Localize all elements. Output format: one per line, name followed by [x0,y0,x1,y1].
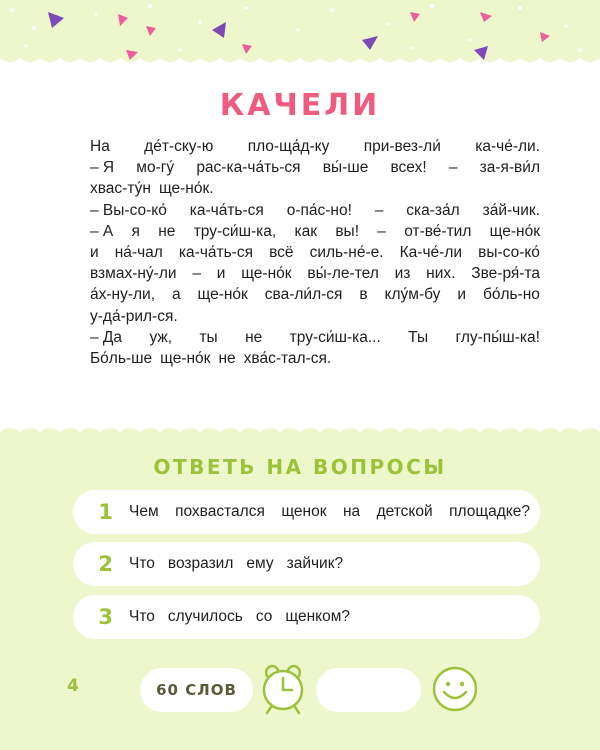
story-word: при-вез-ли́ [363,138,441,155]
story-word: вы-со-ко́ [478,244,540,262]
story-word: ще-но́к [160,350,211,368]
story-word: бо́ль-но [482,286,540,304]
top-decorative-band [0,0,600,70]
story-word: тру-си́ш-ка, [193,222,277,240]
story-word: рас-ка-ча́ть-ся [196,159,301,177]
story-word: ка-ча́ть-ся [189,201,264,219]
story-word: как [294,222,318,240]
story-word: всех! [390,159,427,177]
story-word: ка-че́-ли. [475,138,540,155]
word: возразил [167,555,234,572]
word: щенком? [285,608,351,625]
story-word: вы! [335,222,359,240]
story-word: ще-но́к [489,222,540,240]
story-word: от-ве́-тил [404,222,472,240]
story-word: ты [199,328,218,346]
story-word: хвас-ту́н [90,180,151,198]
word: Чем [129,503,159,520]
story-word: На [90,138,110,155]
story-word: за́й-чик. [482,201,540,219]
story-line [90,306,540,327]
story-word: не [218,350,236,368]
story-word: них. [426,265,456,283]
word-count-badge: 60 СЛОВ [140,668,253,712]
story-word: Зве-ря́-та [471,265,540,283]
story-word: хва́с-тал-ся. [243,350,332,368]
story-word: пло-ща́д-ку [247,138,330,155]
story-line [90,157,540,178]
story-word: клу́м-бу [384,286,441,304]
story-word: – Я [90,159,115,177]
story-line [90,263,540,284]
question-3 [73,595,540,639]
story-word: вы́-ше [322,159,369,177]
story-line [90,327,540,348]
story-word: а [171,286,181,304]
question-1 [73,490,540,534]
question-number: 3 [98,605,113,629]
story-word: я [131,222,140,240]
word: детской [376,503,433,520]
story-word: вы́-ле-тел [307,265,379,283]
word: ему [246,555,274,572]
word: похвастался [175,503,265,520]
question-number: 2 [98,552,113,576]
story-word: – Вы-со-ко́ [90,201,167,219]
story-word: – [374,201,384,219]
confetti-band-graphic [0,0,600,70]
story-word: ще-но́к. [158,180,214,198]
story-word: из [394,265,411,283]
questions-header: ОТВЕТЬ НА ВОПРОСЫ [153,455,447,479]
word: Что [129,555,155,572]
story-word: ска-за́л [406,201,460,219]
story-line [90,178,540,199]
word: со [255,608,273,625]
story-line [90,348,540,369]
story-word: Бо́ль-ше [90,350,153,368]
story-line [90,284,540,305]
question-text [119,503,540,521]
word: Что [129,608,155,625]
story-word: не [245,328,263,346]
story-word: Ты [408,328,429,346]
story-word: за-я-ви́л [479,159,540,177]
story-text [90,136,540,369]
page-number: 4 [67,676,79,696]
story-word: уж, [149,328,173,346]
story-word: и [90,244,99,262]
story-word: ка-ча́ть-ся [178,244,254,262]
story-word: у-да́-рил-ся. [90,307,178,325]
story-word: ще-но́к [197,286,248,304]
story-line [90,136,540,157]
story-word: на́-чал [114,244,163,262]
story-word: всё [269,244,294,262]
story-word: – [448,159,458,177]
word: случилось [167,608,243,625]
story-word: силь-не́-е. [309,244,384,262]
smiley-face-icon [430,664,480,714]
word: щенок [281,503,327,520]
story-word: о-па́с-но! [286,201,352,219]
story-word: в [359,286,368,304]
story-word: мо-гу́ [136,159,175,177]
question-number: 1 [98,500,113,524]
reading-time-field[interactable] [316,668,421,712]
word: площадке? [449,503,530,520]
story-title: КАЧЕЛИ [219,88,381,123]
story-line [90,200,540,221]
story-word: и [457,286,467,304]
story-word: – А [90,222,114,240]
question-2 [73,542,540,586]
question-text [119,608,540,626]
question-text [119,555,540,573]
story-word: – Да [90,328,123,346]
story-word: и [216,265,226,283]
story-word: тру-си́ш-ка... [289,328,381,346]
story-word: Ка-че́-ли [399,244,463,262]
story-word: а́х-ну-ли, [90,286,156,304]
story-word: не [158,222,176,240]
alarm-clock-icon [258,662,308,716]
story-word: сва-ли́л-ся [264,286,343,304]
story-word: де́т-ску-ю [144,138,214,155]
story-line [90,221,540,242]
story-word: – [192,265,201,283]
story-word: ще-но́к [241,265,292,283]
top-band-shape [0,0,600,62]
story-line [90,242,540,263]
word: зайчик? [286,555,344,572]
word: на [342,503,361,520]
story-word: глу-пы́ш-ка! [455,328,540,346]
story-word: – [377,222,386,240]
story-word: взмах-ну́-ли [90,265,177,283]
